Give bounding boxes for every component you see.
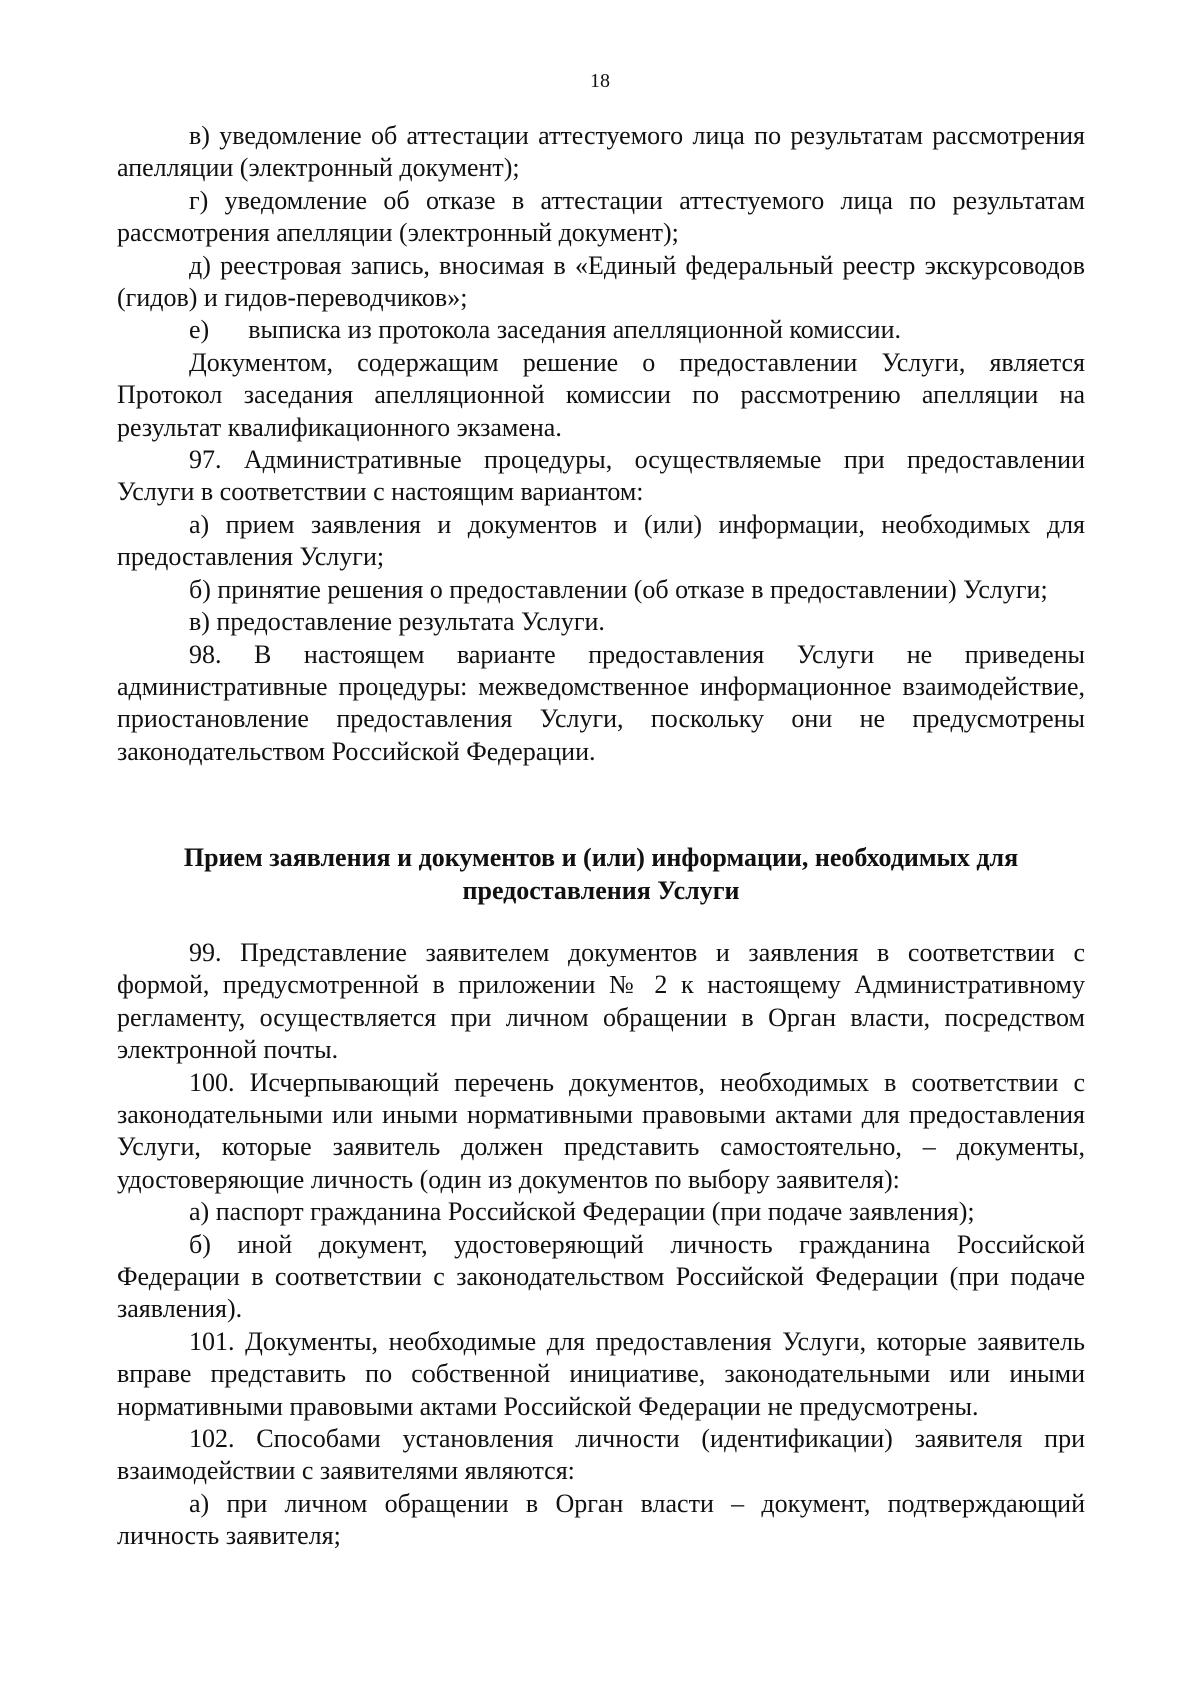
paragraph-102-item-a: а) при личном обращении в Орган власти – документ, подтверждающий личность заявителя; (117, 1488, 1085, 1551)
paragraph-item-e-protocol-extract: е) выписка из протокола заседания апелляционной комиссии. (189, 315, 901, 345)
paragraph-102: 102. Способами установления личности (идентификации) заявителя при взаимодействии с заявителями являются: (117, 1424, 1085, 1486)
paragraph-101: 101. Документы, необходимые для предоставления Услуги, которые заявитель вправе представить по собственной инициативе, законодательными или иными нормативными правовыми актами Российской Федерации не предусмотрены. (117, 1326, 1085, 1421)
paragraph-item-g-notification-refusal: г) уведомление об отказе в аттестации аттестуемого лица по результатам рассмотрения апелляции (электронный документ); (117, 185, 1085, 248)
paragraph-item-d-registry-record: д) реестровая запись, вносимая в «Единый федеральный реестр экскурсоводов (гидов) и гидов-переводчиков»; (117, 250, 1085, 313)
paragraph-97: 97. Административные процедуры, осуществляемые при предоставлении Услуги в соответствии с настоящим вариантом: (117, 445, 1085, 507)
paragraph-98: 98. В настоящем варианте предоставления Услуги не приведены административные процедуры: межведомственное информационное взаимодействие, приостановление предоставления Услуги, поскольку они не предусмотрены законодательством Российской Федерации. (117, 639, 1085, 766)
paragraph-item-v-notification-attestation: в) уведомление об аттестации аттестуемого лица по результатам рассмотрения апелляции (электронный документ); (117, 121, 1085, 183)
section-heading-line-2: предоставления Услуги (462, 875, 740, 905)
page-number: 18 (590, 70, 610, 92)
paragraph-97-item-b: б) принятие решения о предоставлении (об отказе в предоставлении) Услуги; (189, 574, 1048, 604)
section-heading-line-1: Прием заявления и документов и (или) информации, необходимых для (183, 843, 1019, 873)
paragraph-100-item-a: а) паспорт гражданина Российской Федерации (при подаче заявления); (189, 1197, 975, 1227)
paragraph-100: 100. Исчерпывающий перечень документов, необходимых в соответствии с законодательными или иными нормативными правовыми актами для предоставления Услуги, которые заявитель должен представить самостоятельно, – документы, удостоверяющие личность (один из документов по выбору заявителя): (117, 1067, 1085, 1194)
paragraph-97-item-a: а) прием заявления и документов и (или) информации, необходимых для предоставления Услуги; (117, 509, 1085, 572)
paragraph-100-item-b: б) иной документ, удостоверяющий личность гражданина Российской Федерации в соответствии с законодательством Российской Федерации (при подаче заявления). (117, 1229, 1085, 1324)
page-content (117, 120, 1085, 1553)
section-heading (117, 842, 1085, 907)
paragraph-99: 99. Представление заявителем документов и заявления в соответствии с формой, предусмотренной в приложении № 2 к настоящему Административному регламенту, осуществляется при личном обращении в Орган власти, посредством электронной почты. (117, 937, 1085, 1065)
paragraph-97-item-v: в) предоставление результата Услуги. (189, 607, 605, 637)
paragraph-decision-document: Документом, содержащим решение о предоставлении Услуги, является Протокол заседания апелляционной комиссии по рассмотрению апелляции на результат квалификационного экзамена. (117, 347, 1085, 442)
